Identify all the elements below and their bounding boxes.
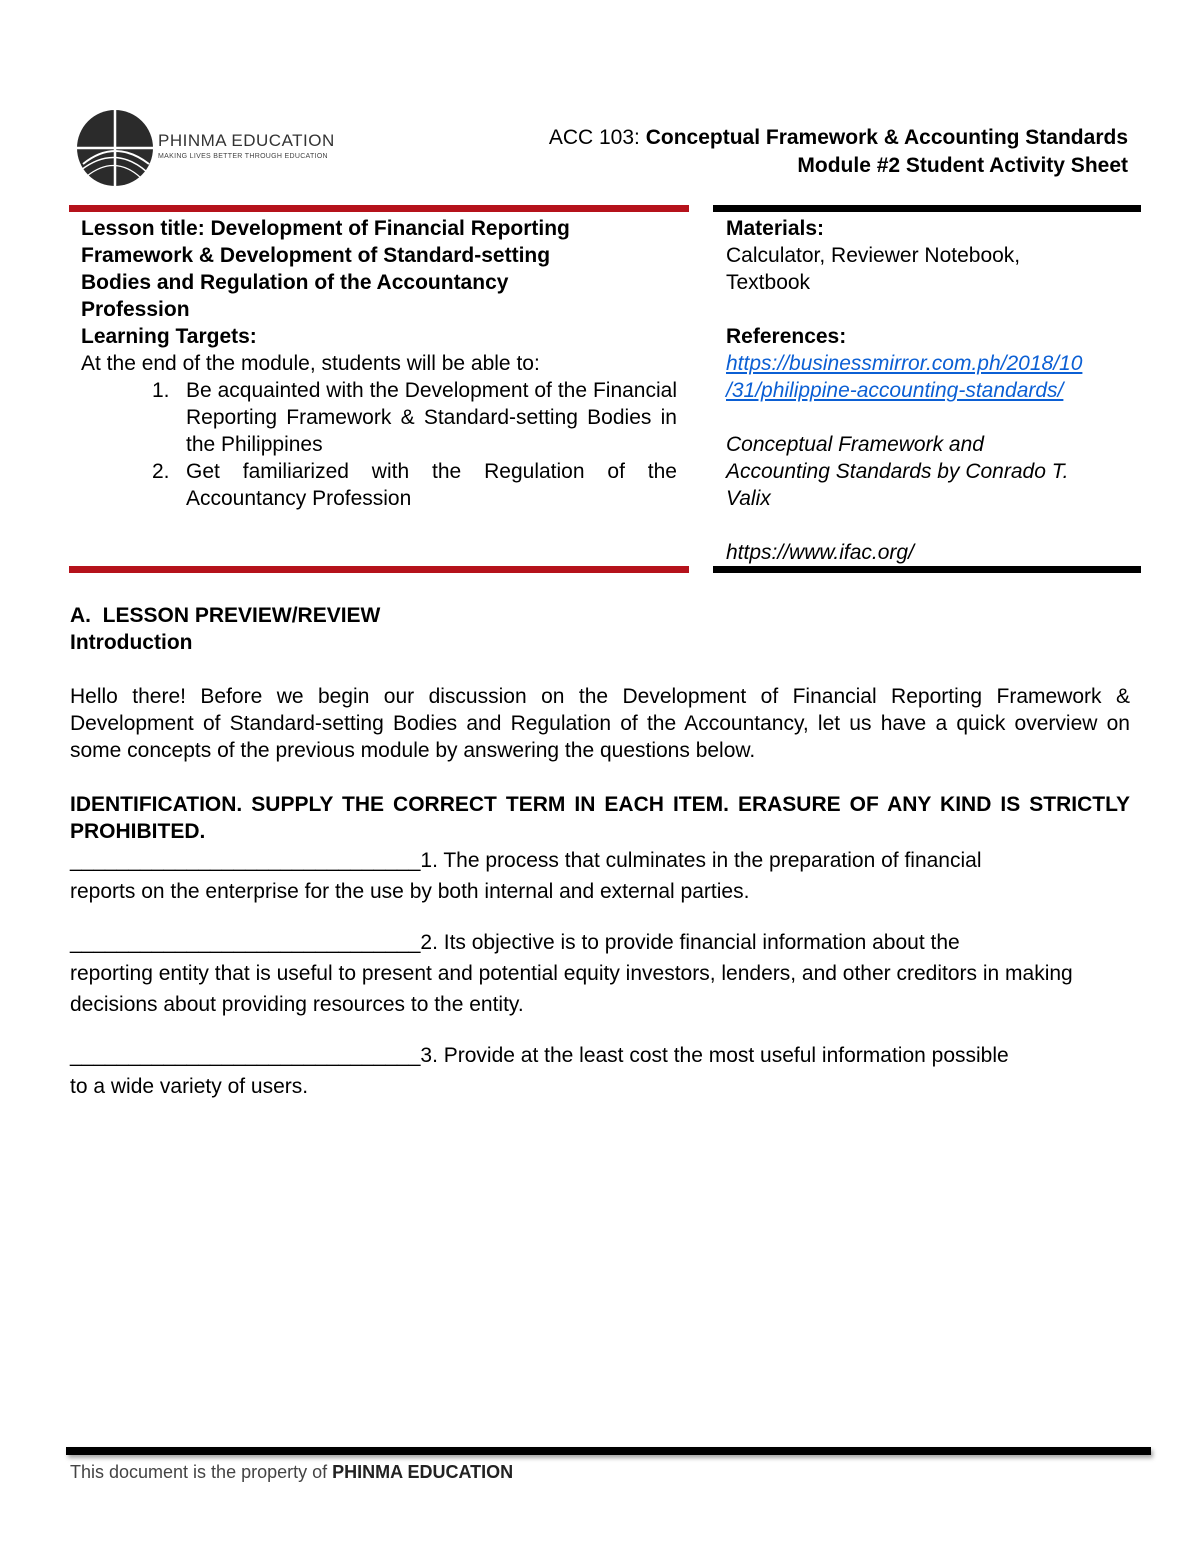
question-text-continued: reports on the enterprise for the use by both internal and external parties. — [70, 880, 750, 903]
answer-blank[interactable]: ______________________________ — [70, 931, 421, 954]
question-item — [70, 927, 1130, 1020]
answer-blank[interactable]: ______________________________ — [70, 849, 421, 872]
question-text: 1. The process that culminates in the preparation of financial — [420, 849, 982, 872]
materials-heading: Materials: — [726, 217, 825, 240]
right-top-divider — [713, 205, 1141, 212]
intro-paragraph: Hello there! Before we begin our discussion on the Development of Financial Reporting Framework & Development of Standard-setting Bodies and Regulation of the Accountancy, let us have a quick overview on some concepts of the previous module by answering the questions below. — [70, 685, 1130, 762]
lesson-panel — [81, 215, 677, 512]
question-text: 3. Provide at the least cost the most useful information possible — [420, 1044, 1009, 1067]
footer-prefix: This document is the property of — [70, 1462, 328, 1482]
lesson-title-line: Framework & Development of Standard-setting — [81, 244, 551, 267]
answer-blank[interactable]: ______________________________ — [70, 1044, 421, 1067]
lesson-title-line: Lesson title: Development of Financial Reporting — [81, 217, 570, 240]
document-header — [549, 124, 1128, 180]
references-heading: References: — [726, 325, 847, 348]
reference-link-businessmirror[interactable] — [726, 350, 1126, 404]
list-item — [81, 458, 677, 512]
logo-wordmark: PHINMA EDUCATION — [158, 131, 335, 150]
list-item-text: Be acquainted with the Development of the Financial Reporting Framework & Standard-setting Bodies in the Philippines — [186, 379, 677, 456]
materials-line: Calculator, Reviewer Notebook, — [726, 244, 1021, 267]
list-item-text: Get familiarized with the Regulation of the Accountancy Profession — [186, 460, 677, 510]
question-text-continued: to a wide variety of users. — [70, 1075, 309, 1098]
course-code: ACC 103: — [548, 126, 640, 149]
logo-tagline: MAKING LIVES BETTER THROUGH EDUCATION — [158, 153, 328, 160]
section-heading: A. LESSON PREVIEW/REVIEW — [70, 604, 381, 627]
lesson-preview-section — [70, 602, 1130, 1102]
lesson-title-line: Profession — [81, 298, 190, 321]
materials-line: Textbook — [726, 271, 811, 294]
question-text-continued: reporting entity that is useful to present and potential equity investors, lenders, and other creditors in making decisions about providing resources to the entity. — [70, 962, 1073, 1016]
question-item — [70, 845, 1130, 907]
reference-book-line: Accounting Standards by Conrado T. — [726, 460, 1069, 483]
identification-instruction: IDENTIFICATION. SUPPLY THE CORRECT TERM IN EACH ITEM. ERASURE OF ANY KIND IS STRICTLY PROHIBITED. — [70, 793, 1130, 843]
reference-book — [726, 431, 1126, 512]
reference-book-line: Valix — [726, 487, 771, 510]
course-title: Conceptual Framework & Accounting Standards — [645, 126, 1128, 149]
footer-divider — [66, 1447, 1151, 1455]
course-line — [549, 124, 1128, 152]
right-bottom-divider — [713, 566, 1141, 573]
reference-link-line[interactable]: /31/philippine-accounting-standards/ — [726, 379, 1064, 402]
question-item — [70, 1040, 1130, 1102]
reference-book-line: Conceptual Framework and — [726, 433, 984, 456]
footer-owner: PHINMA EDUCATION — [332, 1462, 514, 1482]
learning-targets-heading: Learning Targets: — [81, 325, 257, 348]
reference-link-ifac[interactable]: https://www.ifac.org/ — [726, 541, 914, 564]
learning-targets-list — [81, 377, 677, 512]
question-text: 2. Its objective is to provide financial information about the — [420, 931, 960, 954]
left-bottom-divider — [69, 566, 689, 573]
reference-link-line[interactable]: https://businessmirror.com.ph/2018/10 — [726, 352, 1083, 375]
module-label: Module #2 Student Activity Sheet — [797, 154, 1128, 177]
lesson-title — [81, 215, 677, 323]
resources-panel — [726, 215, 1126, 566]
left-top-divider — [69, 205, 689, 212]
list-item-number: 1. — [152, 379, 170, 402]
list-item-number: 2. — [152, 460, 170, 483]
lesson-title-line: Bodies and Regulation of the Accountancy — [81, 271, 509, 294]
learning-targets-intro: At the end of the module, students will be able to: — [81, 352, 540, 375]
footer-note — [70, 1462, 513, 1483]
list-item — [81, 377, 677, 458]
section-subheading: Introduction — [70, 631, 193, 654]
